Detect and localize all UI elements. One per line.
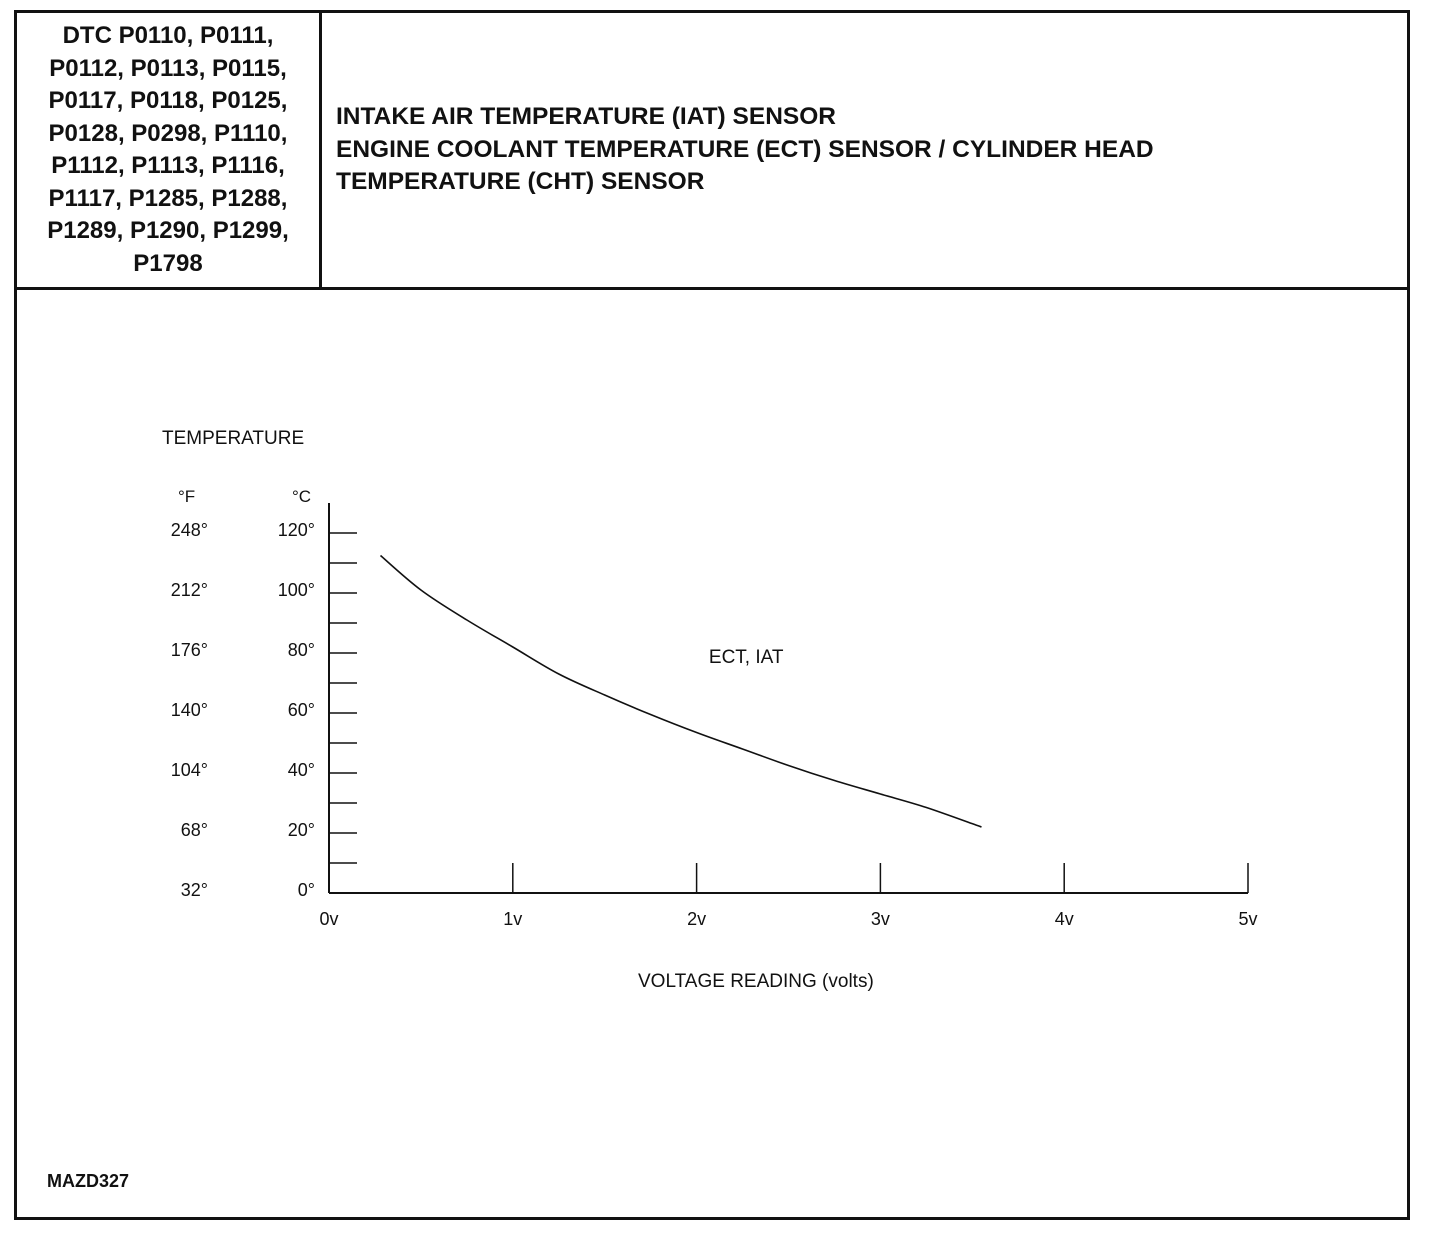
y-tick-label-f: 176° <box>170 640 208 660</box>
y-tick-label-f: 68° <box>180 820 208 840</box>
y-axis-unit-c: °C <box>292 487 312 506</box>
title-line: TEMPERATURE (CHT) SENSOR <box>336 168 705 196</box>
x-tick-label: 4v <box>1054 909 1074 929</box>
x-tick-label: 0v <box>319 909 339 929</box>
x-axis-label: VOLTAGE READING (volts) <box>638 971 874 992</box>
series-label: ECT, IAT <box>708 647 784 668</box>
y-tick-label-f: 32° <box>180 880 208 900</box>
x-tick-label: 3v <box>870 909 890 929</box>
y-tick-label-f: 248° <box>170 520 208 540</box>
y-tick-label-f: 140° <box>170 700 208 720</box>
y-tick-label-c: 80° <box>287 640 315 660</box>
x-tick-label: 5v <box>1238 909 1258 929</box>
y-tick-label-c: 20° <box>287 820 315 840</box>
y-tick-label-f: 104° <box>170 760 208 780</box>
x-tick-label: 1v <box>503 909 523 929</box>
title-line: INTAKE AIR TEMPERATURE (IAT) SENSOR <box>336 103 836 131</box>
chart-title: TEMPERATURE <box>162 428 305 449</box>
dtc-codes: DTC P0110, P0111, P0112, P0113, P0115, P0117, P0118, P0125, P0128, P0298, P1110, P1112, P1113, P1116, P1117, P1285, P1288, P1289, P1290, P1299, P1798 <box>47 22 289 277</box>
y-tick-label-c: 100° <box>277 580 315 600</box>
y-tick-label-c: 120° <box>277 520 315 540</box>
y-axis-unit-f: °F <box>178 487 196 506</box>
series-line <box>381 556 982 828</box>
y-tick-label-c: 40° <box>287 760 315 780</box>
y-tick-label-c: 0° <box>297 880 315 900</box>
y-tick-label-c: 60° <box>287 700 315 720</box>
y-tick-label-f: 212° <box>170 580 208 600</box>
figure-id: MAZD327 <box>47 1171 130 1191</box>
x-tick-label: 2v <box>687 909 707 929</box>
title-line: ENGINE COOLANT TEMPERATURE (ECT) SENSOR / CYLINDER HEAD <box>336 135 1154 163</box>
